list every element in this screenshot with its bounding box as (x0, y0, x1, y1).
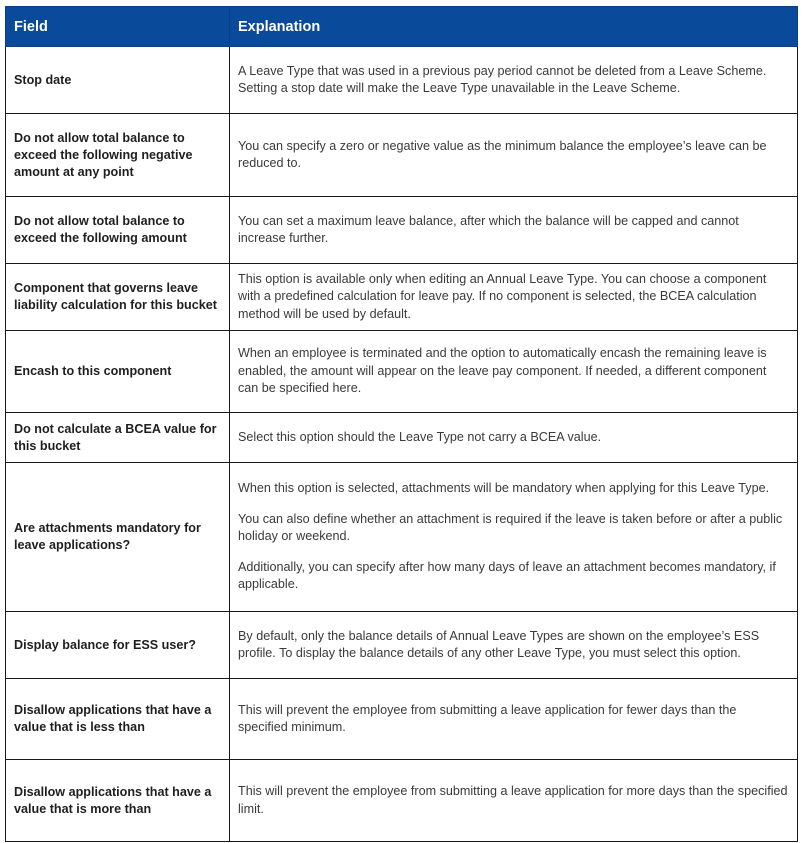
field-name: Are attachments mandatory for leave applications? (6, 463, 230, 612)
table-row (6, 114, 798, 197)
field-explanation (230, 463, 798, 612)
explanation-paragraph: A Leave Type that was used in a previous pay period cannot be deleted from a Leave Scheme. Setting a stop date will make the Leave Type unavailable in the Leave Scheme. (238, 63, 767, 95)
field-explanation (230, 679, 798, 760)
table-row (6, 413, 798, 463)
field-name: Do not allow total balance to exceed the following negative amount at any point (6, 114, 230, 197)
field-explanation (230, 114, 798, 197)
field-explanation (230, 413, 798, 463)
table-row (6, 197, 798, 264)
table-row (6, 760, 798, 842)
table-row (6, 612, 798, 679)
explanation-paragraph: Select this option should the Leave Type not carry a BCEA value. (238, 429, 602, 444)
field-explanation (230, 612, 798, 679)
field-name: Do not calculate a BCEA value for this bucket (6, 413, 230, 463)
field-name: Disallow applications that have a value that is less than (6, 679, 230, 760)
header-row (6, 7, 798, 47)
explanation-paragraph: This will prevent the employee from submitting a leave application for more days than the specified limit. (238, 784, 788, 816)
column-header-explanation: Explanation (230, 7, 798, 47)
table-row (6, 463, 798, 612)
table-body (6, 47, 798, 842)
explanation-paragraph: When this option is selected, attachments will be mandatory when applying for this Leave Type. (238, 481, 770, 496)
field-explanation (230, 264, 798, 331)
table-row (6, 331, 798, 413)
field-explanation (230, 331, 798, 413)
explanation-paragraph: When an employee is terminated and the option to automatically encash the remaining leave is enabled, the amount will appear on the leave pay component. If needed, a different component can be specified here. (238, 346, 767, 396)
table-row (6, 47, 798, 114)
field-name: Display balance for ESS user? (6, 612, 230, 679)
field-name: Encash to this component (6, 331, 230, 413)
explanation-paragraph: You can also define whether an attachment is required if the leave is taken before or after a public holiday or weekend. (238, 511, 783, 544)
explanation-paragraph: You can set a maximum leave balance, after which the balance will be capped and cannot increase further. (238, 213, 739, 245)
explanation-paragraph: This will prevent the employee from submitting a leave application for fewer days than the specified minimum. (238, 702, 737, 734)
table-row (6, 264, 798, 331)
field-name: Component that governs leave liability calculation for this bucket (6, 264, 230, 331)
field-explanation-table (5, 6, 798, 842)
column-header-field: Field (6, 7, 230, 47)
field-explanation (230, 47, 798, 114)
field-explanation (230, 197, 798, 264)
field-name: Do not allow total balance to exceed the following amount (6, 197, 230, 264)
table-row (6, 679, 798, 760)
explanation-paragraph: This option is available only when editing an Annual Leave Type. You can choose a component with a predefined calculation for leave pay. If no component is selected, the BCEA calculation method will be used by default. (238, 271, 767, 321)
field-name: Disallow applications that have a value that is more than (6, 760, 230, 842)
table-header (6, 7, 798, 47)
explanation-paragraph: You can specify a zero or negative value as the minimum balance the employee’s leave can be reduced to. (238, 138, 767, 170)
explanation-paragraph: By default, only the balance details of Annual Leave Types are shown on the employee’s ESS profile. To display the balance details of any other Leave Type, you must select this option. (238, 628, 760, 660)
field-name: Stop date (6, 47, 230, 114)
explanation-paragraph: Additionally, you can specify after how many days of leave an attachment becomes mandatory, if applicable. (238, 559, 776, 592)
field-explanation (230, 760, 798, 842)
